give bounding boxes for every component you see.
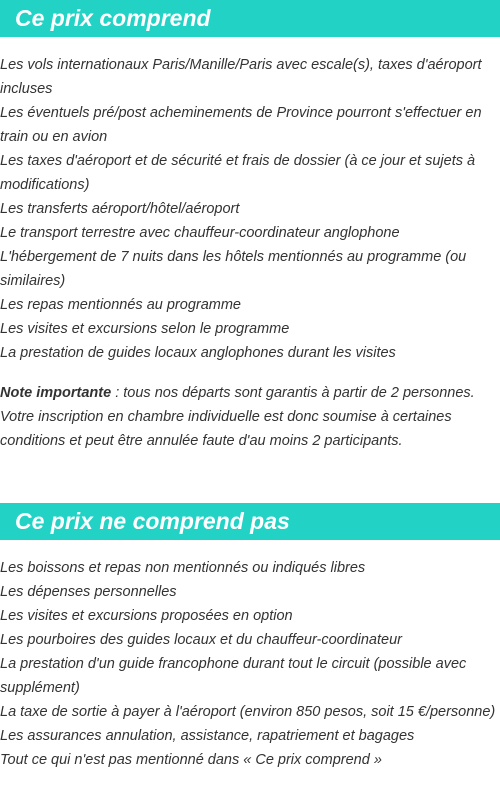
includes-item: Le transport terrestre avec chauffeur-coordinateur anglophone (0, 225, 400, 241)
includes-item: Les taxes d'aéroport et de sécurité et frais de dossier (à ce jour et sujets à modifications) (0, 153, 476, 193)
includes-item: Les vols internationaux Paris/Manille/Paris avec escale(s), taxes d'aéroport incluses (0, 57, 482, 97)
excludes-item: Les visites et excursions proposées en option (0, 608, 293, 624)
includes-item: Les visites et excursions selon le programme (0, 321, 290, 337)
includes-heading-text: Ce prix comprend (15, 5, 211, 31)
excludes-item: Tout ce qui n'est pas mentionné dans « Ce prix comprend » (0, 752, 382, 768)
excludes-list (0, 556, 496, 772)
includes-item: L'hébergement de 7 nuits dans les hôtels mentionnés au programme (ou similaires) (0, 249, 467, 289)
excludes-heading-text: Ce prix ne comprend pas (15, 508, 290, 534)
includes-item: Les transferts aéroport/hôtel/aéroport (0, 201, 240, 217)
excludes-item: La prestation d'un guide francophone durant tout le circuit (possible avec supplément) (0, 656, 467, 696)
important-note-text: : tous nos départs sont garantis à partir de 2 personnes. Votre inscription en chambre individuelle est donc soumise à certaines conditions et peut être annulée faute d'au moins 2 participants. (0, 385, 475, 449)
excludes-item: Les assurances annulation, assistance, rapatriement et bagages (0, 728, 415, 744)
excludes-item: Les boissons et repas non mentionnés ou indiqués libres (0, 560, 366, 576)
important-note (0, 381, 500, 453)
excludes-heading (0, 503, 500, 540)
excludes-item: Les dépenses personnelles (0, 584, 177, 600)
excludes-item: La taxe de sortie à payer à l'aéroport (environ 850 pesos, soit 15 €/personne) (0, 704, 496, 720)
includes-list (0, 53, 496, 365)
includes-item: Les éventuels pré/post acheminements de Province pourront s'effectuer en train ou en avion (0, 105, 482, 145)
includes-item: La prestation de guides locaux anglophones durant les visites (0, 345, 396, 361)
includes-heading (0, 0, 500, 37)
important-note-label: Note importante (0, 385, 112, 401)
excludes-item: Les pourboires des guides locaux et du chauffeur-coordinateur (0, 632, 402, 648)
includes-item: Les repas mentionnés au programme (0, 297, 241, 313)
